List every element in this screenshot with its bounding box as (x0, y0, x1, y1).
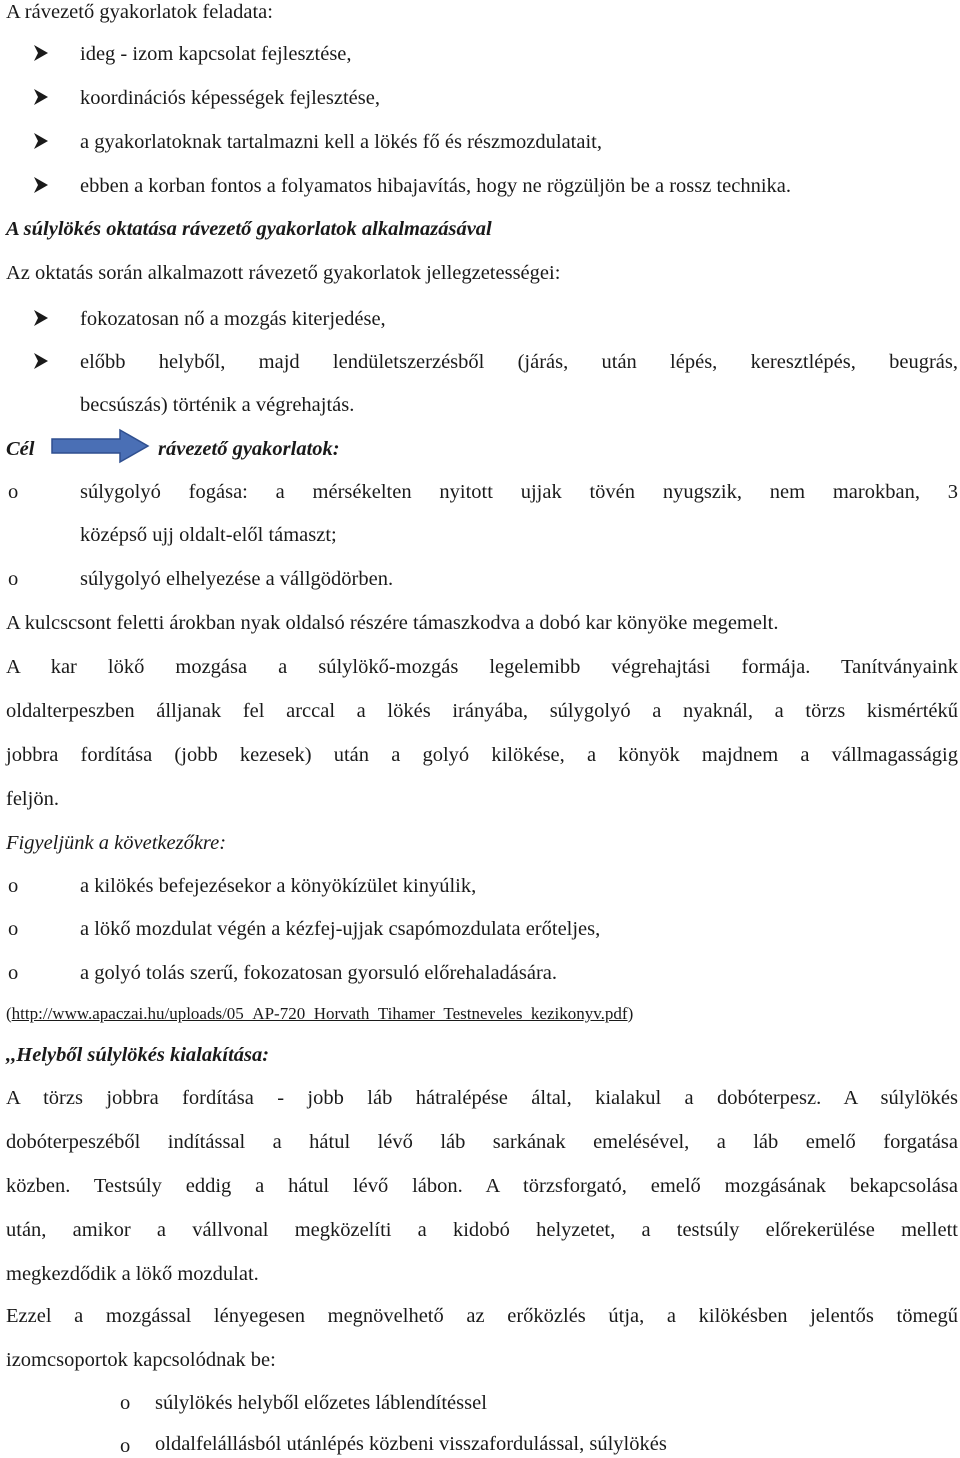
paragraph-line: Ezzel a mozgással lényegesen megnövelhető az erőközlés útja, a kilökésben jelentős tömegű (6, 1305, 958, 1327)
grip-item: súlygolyó elhelyezése a vállgödörben. (80, 568, 394, 590)
intro-bullet: koordinációs képességek fejlesztése, (80, 87, 380, 109)
circle-bullet: o (8, 875, 19, 897)
circle-bullet: o (120, 1392, 131, 1414)
feature-bullet-continuation: becsúszás) történik a végrehajtás. (80, 394, 355, 416)
paragraph-line: oldalterpeszben álljanak fel arccal a lökés irányába, súlygolyó a nyaknál, a törzs kismértékű (6, 700, 958, 722)
grip-item: súlygolyó fogása: a mérsékelten nyitott ujjak tövén nyugszik, nem marokban, 3 (80, 481, 958, 503)
sub-heading: ,,Helyből súlylökés kialakítása: (6, 1044, 270, 1066)
paragraph-line: jobbra fordítása (jobb kezesek) után a golyó kilökése, a könyök majdnem a vállmagasságig (6, 744, 958, 766)
right-arrow-icon (50, 428, 150, 464)
circle-bullet: o (8, 481, 19, 503)
features-intro: Az oktatás során alkalmazott rávezető gyakorlatok jellegzetességei: (6, 262, 561, 284)
source-link[interactable]: http://www.apaczai.hu/uploads/05_AP-720_Horvath_Tihamer_Testneveles_kezikonyv.pdf (11, 1004, 628, 1023)
arrowhead-bullet-icon (31, 131, 51, 151)
watch-item: a golyó tolás szerű, fokozatosan gyorsuló előrehaladására. (80, 962, 558, 984)
arrowhead-bullet-icon (31, 175, 51, 195)
final-item: oldalfelállásból utánlépés közbeni visszafordulással, súlylökés (155, 1433, 667, 1455)
watch-item: a kilökés befejezésekor a könyökízület kinyúlik, (80, 875, 477, 897)
goal-text: rávezető gyakorlatok: (158, 438, 340, 460)
circle-bullet: o (8, 962, 19, 984)
source-close-paren: ) (627, 1004, 634, 1023)
circle-bullet: o (8, 918, 19, 940)
feature-bullet: előbb helyből, majd lendületszerzésből (járás, után lépés, keresztlépés, beugrás, (80, 351, 958, 373)
paragraph-line: közben. Testsúly eddig a hátul lévő lábon. A törzsforgató, emelő mozgásának bekapcsolása (6, 1175, 958, 1197)
feature-bullet: fokozatosan nő a mozgás kiterjedése, (80, 308, 386, 330)
grip-item-continuation: középső ujj oldalt-elől támaszt; (80, 524, 337, 546)
source-citation (6, 1002, 633, 1026)
intro-bullet: ebben a korban fontos a folyamatos hibajavítás, hogy ne rögzüljön be a rossz technika. (80, 175, 792, 197)
arrowhead-bullet-icon (31, 351, 51, 371)
circle-bullet: o (120, 1435, 131, 1457)
source-open-paren: ( (6, 1004, 12, 1023)
section-title: A súlylökés oktatása rávezető gyakorlatok alkalmazásával (6, 218, 492, 240)
paragraph-line: izomcsoportok kapcsolódnak be: (6, 1349, 276, 1371)
paragraph-line: megkezdődik a lökő mozdulat. (6, 1263, 259, 1285)
goal-label: Cél (6, 438, 35, 460)
paragraph-line: feljön. (6, 788, 59, 810)
paragraph-line: A kar lökő mozgása a súlylökő-mozgás legelemibb végrehajtási formája. Tanítványaink (6, 656, 958, 678)
final-item: súlylökés helyből előzetes láblendítéssel (155, 1392, 487, 1414)
watch-item: a lökő mozdulat végén a kézfej-ujjak csapómozdulata erőteljes, (80, 918, 601, 940)
watch-heading: Figyeljünk a következőkre: (6, 832, 227, 854)
intro-heading: A rávezető gyakorlatok feladata: (6, 1, 273, 23)
paragraph-line: A kulcscsont feletti árokban nyak oldalsó részére támaszkodva a dobó kar könyöke megemelt. (6, 612, 779, 634)
paragraph-line: után, amikor a vállvonal megközelíti a kidobó helyzetet, a testsúly előrekerülése mellett (6, 1219, 958, 1241)
paragraph-line: dobóterpeszéből indítással a hátul lévő láb sarkának emelésével, a láb emelő forgatása (6, 1131, 958, 1153)
circle-bullet: o (8, 568, 19, 590)
intro-bullet: a gyakorlatoknak tartalmazni kell a lökés fő és részmozdulatait, (80, 131, 602, 153)
intro-bullet: ideg - izom kapcsolat fejlesztése, (80, 43, 352, 65)
arrowhead-bullet-icon (31, 43, 51, 63)
arrowhead-bullet-icon (31, 87, 51, 107)
paragraph-line: A törzs jobbra fordítása - jobb láb hátralépése által, kialakul a dobóterpesz. A súlylökés (6, 1087, 958, 1109)
arrowhead-bullet-icon (31, 308, 51, 328)
